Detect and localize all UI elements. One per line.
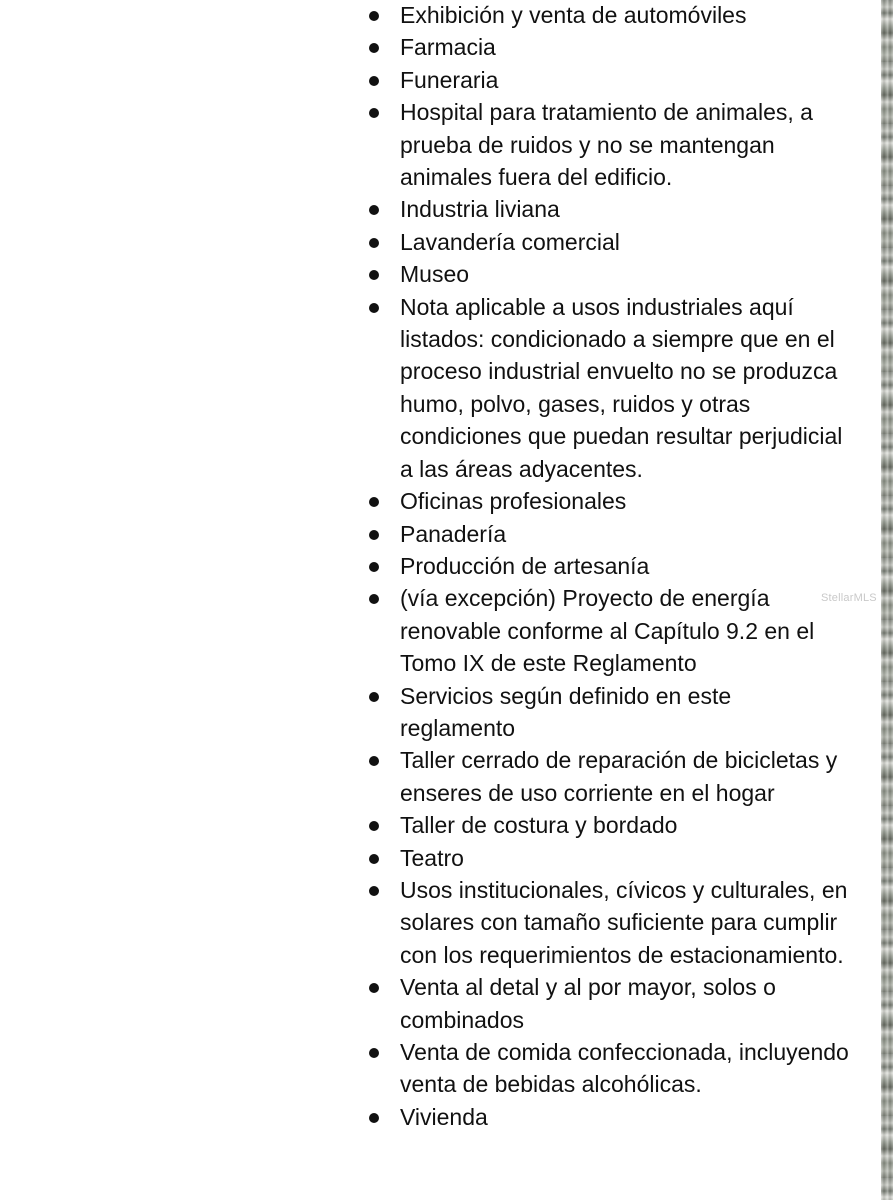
bullet-icon [369, 108, 379, 118]
list-item-text: Panadería [400, 520, 507, 547]
list-item-text: Usos institucionales, cívicos y culturales, en solares con tamaño suficiente para cumplir con los requerimientos de estacionamiento. [400, 876, 848, 968]
list-item-text: Servicios según definido en este reglamento [400, 682, 732, 741]
list-item [0, 809, 850, 841]
bullet-icon [369, 821, 379, 831]
list-item-text: Lavandería comercial [400, 228, 620, 255]
list-item-text: Taller de costura y bordado [400, 812, 678, 839]
list-item-text: Farmacia [400, 34, 496, 61]
list-item [0, 971, 850, 1036]
list-item [0, 193, 850, 225]
bullet-icon [369, 497, 379, 507]
list-item [0, 0, 850, 31]
list-item-text: (vía excepción) Proyecto de energía renovable conforme al Capítulo 9.2 en el Tomo IX de este Reglamento [400, 585, 815, 677]
background-photo-edge [881, 0, 893, 1200]
watermark: StellarMLS [821, 592, 877, 604]
bullet-icon [369, 76, 379, 86]
list-item [0, 31, 850, 63]
list-item [0, 842, 850, 874]
list-item [0, 1101, 850, 1133]
list-item [0, 582, 850, 679]
bullet-icon [369, 303, 379, 313]
list-item [0, 874, 850, 971]
bullet-icon [369, 594, 379, 604]
list-item [0, 744, 850, 809]
list-item [0, 680, 850, 745]
list-item-text: Museo [400, 261, 470, 288]
list-item [0, 64, 850, 96]
list-item-text: Industria liviana [400, 196, 560, 223]
list-item [0, 485, 850, 517]
bullet-icon [369, 270, 379, 280]
list-item-text: Hospital para tratamiento de animales, a prueba de ruidos y no se mantengan animales fuera del edificio. [400, 99, 813, 191]
list-item [0, 550, 850, 582]
list-item [0, 291, 850, 485]
bullet-icon [369, 1048, 379, 1058]
list-item-text: Nota aplicable a usos industriales aquí listados: condicionado a siempre que en el proceso industrial envuelto no se produzca humo, polvo, gases, ruidos y otras condiciones que puedan resultar perjudicial a las áreas adyacentes. [400, 293, 843, 482]
list-item [0, 1036, 850, 1101]
list-item [0, 96, 850, 193]
bullet-icon [369, 983, 379, 993]
bullet-icon [369, 692, 379, 702]
bullet-icon [369, 562, 379, 572]
list-item-text: Funeraria [400, 66, 499, 93]
list-item-text: Teatro [400, 844, 464, 871]
bullet-icon [369, 11, 379, 21]
bullet-icon [369, 238, 379, 248]
list-item [0, 258, 850, 290]
list-item-text: Venta al detal y al por mayor, solos o combinados [400, 974, 776, 1033]
list-item-text: Venta de comida confeccionada, incluyendo venta de bebidas alcohólicas. [400, 1039, 849, 1098]
list-item-text: Exhibición y venta de automóviles [400, 2, 747, 28]
bullet-icon [369, 205, 379, 215]
bullet-icon [369, 756, 379, 766]
bullet-icon [369, 530, 379, 540]
bullet-icon [369, 43, 379, 53]
list-item-text: Vivienda [400, 1103, 488, 1130]
bullet-icon [369, 854, 379, 864]
list-item-text: Producción de artesanía [400, 552, 650, 579]
list-item [0, 226, 850, 258]
bullet-icon [369, 1113, 379, 1123]
list-item-text: Oficinas profesionales [400, 488, 627, 515]
list-item-text: Taller cerrado de reparación de bicicletas y enseres de uso corriente en el hogar [400, 747, 838, 806]
bullet-icon [369, 886, 379, 896]
list-item [0, 518, 850, 550]
